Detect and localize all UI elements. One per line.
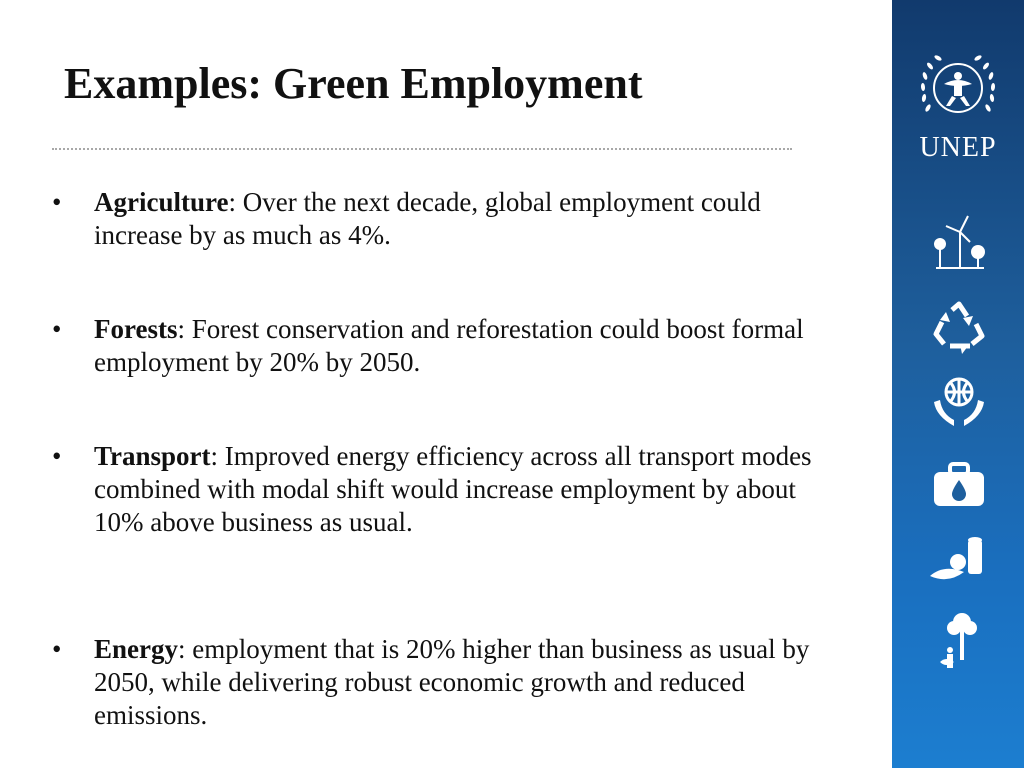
- bullet-text: [94, 186, 834, 252]
- unep-logo-text: UNEP: [919, 132, 997, 163]
- bullet-text: [94, 313, 834, 379]
- cup-leaf-icon: [930, 532, 988, 590]
- bullet-term: Agriculture: [94, 187, 229, 217]
- tree-person-icon: [930, 612, 988, 670]
- bullet-term: Forests: [94, 314, 178, 344]
- wind-turbine-icon: [930, 212, 988, 270]
- recycle-icon: [930, 298, 988, 356]
- bullet-dot: •: [52, 187, 62, 217]
- title-divider: [52, 148, 792, 150]
- laurel-emblem-icon: [910, 46, 1006, 132]
- slide-title: Examples: Green Employment: [64, 59, 643, 108]
- bullet-text: [94, 633, 834, 732]
- bullet-body: : employment that is 20% higher than business as usual by 2050, while delivering robust economic growth and reduced emissions.: [94, 634, 810, 730]
- bullet-dot: •: [52, 441, 62, 471]
- bullet-body: : Over the next decade, global employment could increase by as much as 4%.: [94, 187, 761, 250]
- sidebar-panel: [892, 0, 1024, 768]
- globe-hands-icon: [930, 372, 988, 430]
- bullet-text: [94, 440, 834, 539]
- bullet-term: Transport: [94, 441, 211, 471]
- bullet-body: : Forest conservation and reforestation could boost formal employment by 20% by 2050.: [94, 314, 804, 377]
- briefcase-drop-icon: [930, 456, 988, 514]
- bullet-body: : Improved energy efficiency across all transport modes combined with modal shift would increase employment by about 10% above business as usual.: [94, 441, 812, 537]
- bullet-dot: •: [52, 314, 62, 344]
- unep-logo: [910, 46, 1006, 166]
- bullet-dot: •: [52, 634, 62, 664]
- bullet-term: Energy: [94, 634, 178, 664]
